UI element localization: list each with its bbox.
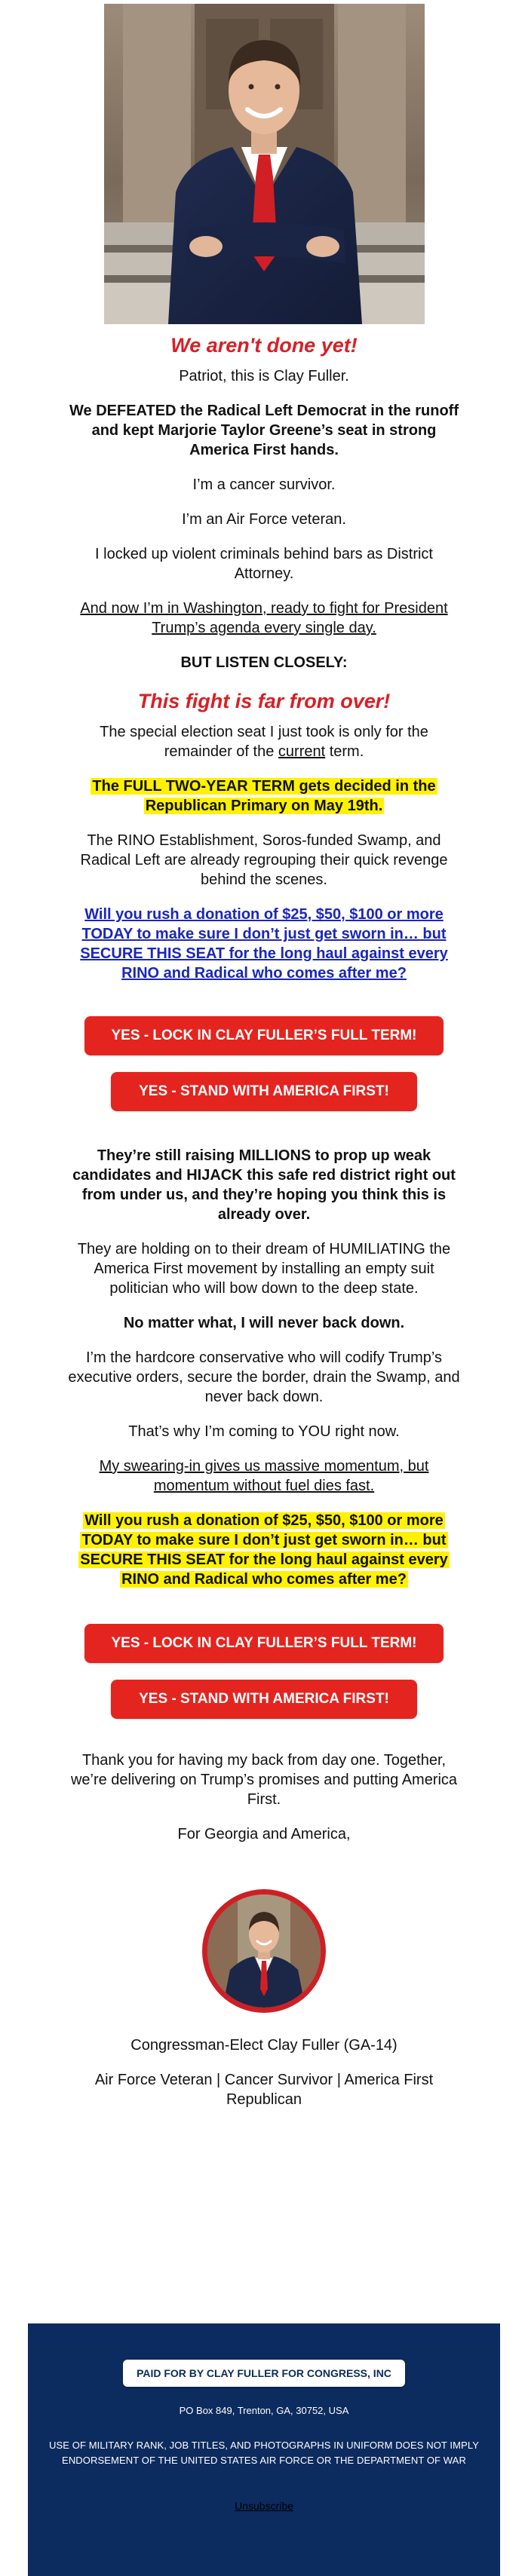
defeated-text: We DEFEATED the Radical Left Democrat in the runoff and kept Marjorie Taylor Greene’s seat in strong America First hands. bbox=[69, 403, 459, 458]
donation-ask-highlight-text bbox=[68, 1511, 460, 1589]
veteran-text: I’m an Air Force veteran. bbox=[182, 511, 346, 528]
avatar bbox=[202, 1889, 326, 2013]
lock-in-full-term-button[interactable]: YES - LOCK IN CLAY FULLER’S FULL TERM! bbox=[84, 1016, 444, 1055]
hero-photo bbox=[104, 4, 425, 324]
donation-ask-highlight: Will you rush a donation of $25, $50, $100 or more TODAY to make sure I don’t just get sworn in… but SECURE THIS SEAT for the long haul against every RINO and Radical who comes after me? bbox=[80, 1512, 448, 1588]
washington-text: And now I’m in Washington, ready to fight for President Trump’s agenda every single day. bbox=[80, 600, 448, 636]
email-body bbox=[68, 0, 460, 2109]
footer-address: PO Box 849, Trenton, GA, 30752, USA bbox=[179, 2405, 349, 2416]
holding-text: They are holding on to their dream of HUMILIATING the America First movement by installing an empty suit politician who will bow down to the deep state. bbox=[77, 1241, 451, 1297]
millions-text: They’re still raising MILLIONS to prop up weak candidates and HIJACK this safe red district right out from under us, and they’re hoping you think this is already over. bbox=[72, 1147, 456, 1223]
lock-in-full-term-button-2[interactable]: YES - LOCK IN CLAY FULLER’S FULL TERM! bbox=[84, 1624, 444, 1663]
georgia-text: For Georgia and America, bbox=[177, 1826, 351, 1842]
hardcore-text: I’m the hardcore conservative who will codify Trump’s executive orders, secure the border, drain the Swamp, and never back down. bbox=[68, 1349, 460, 1405]
swearing-in-text: My swearing-in gives us massive momentum, but momentum without fuel dies fast. bbox=[99, 1458, 429, 1494]
rino-text: The RINO Establishment, Soros-funded Swamp, and Radical Left are already regrouping their quick revenge behind the scenes. bbox=[80, 832, 448, 888]
special-election-current: current bbox=[278, 743, 326, 760]
special-election-c: term. bbox=[325, 743, 364, 760]
footer-disclaimer: USE OF MILITARY RANK, JOB TITLES, AND PHOTOGRAPHS IN UNIFORM DOES NOT IMPLY ENDORSEMENT OF THE UNITED STATES AIR FORCE OR THE DEPARTMENT OF WAR bbox=[49, 2440, 479, 2466]
fight-headline: This fight is far from over! bbox=[137, 690, 391, 712]
special-election-text bbox=[68, 722, 460, 761]
footer bbox=[28, 2323, 500, 2576]
two-year-highlight: The FULL TWO-YEAR TERM gets decided in the Republican Primary on May 19th. bbox=[92, 778, 436, 814]
candidate-portrait-icon bbox=[104, 4, 425, 324]
never-back-down-text: No matter what, I will never back down. bbox=[123, 1315, 405, 1331]
paid-for-by-box: PAID FOR BY CLAY FULLER FOR CONGRESS, INC bbox=[123, 2360, 405, 2387]
unsubscribe-link[interactable]: Unsubscribe bbox=[235, 2500, 293, 2512]
intro-text: Patriot, this is Clay Fuller. bbox=[179, 368, 349, 384]
candidate-headshot-icon bbox=[207, 1894, 321, 2008]
two-year-text bbox=[68, 776, 460, 816]
signature-name: Congressman-Elect Clay Fuller (GA-14) bbox=[130, 2037, 398, 2054]
criminals-text: I locked up violent criminals behind bars as District Attorney. bbox=[95, 546, 433, 582]
listen-text: BUT LISTEN CLOSELY: bbox=[180, 654, 348, 671]
donation-ask-link[interactable]: Will you rush a donation of $25, $50, $100 or more TODAY to make sure I don’t just get sworn in… but SECURE THIS SEAT for the long haul against every RINO and Radical who comes after me? bbox=[80, 906, 448, 982]
coming-to-you-text: That’s why I’m coming to YOU right now. bbox=[128, 1423, 400, 1440]
thanks-text: Thank you for having my back from day one. Together, we’re delivering on Trump’s promises and putting America First. bbox=[70, 1752, 458, 1808]
special-election-a: The special election seat I just took is only for the remainder of the bbox=[100, 724, 428, 760]
headline: We aren't done yet! bbox=[170, 334, 358, 357]
signature-tagline: Air Force Veteran | Cancer Survivor | America First Republican bbox=[94, 2072, 434, 2108]
stand-with-america-first-button-2[interactable]: YES - STAND WITH AMERICA FIRST! bbox=[111, 1680, 417, 1719]
survivor-text: I’m a cancer survivor. bbox=[192, 476, 336, 493]
stand-with-america-first-button[interactable]: YES - STAND WITH AMERICA FIRST! bbox=[111, 1072, 417, 1111]
